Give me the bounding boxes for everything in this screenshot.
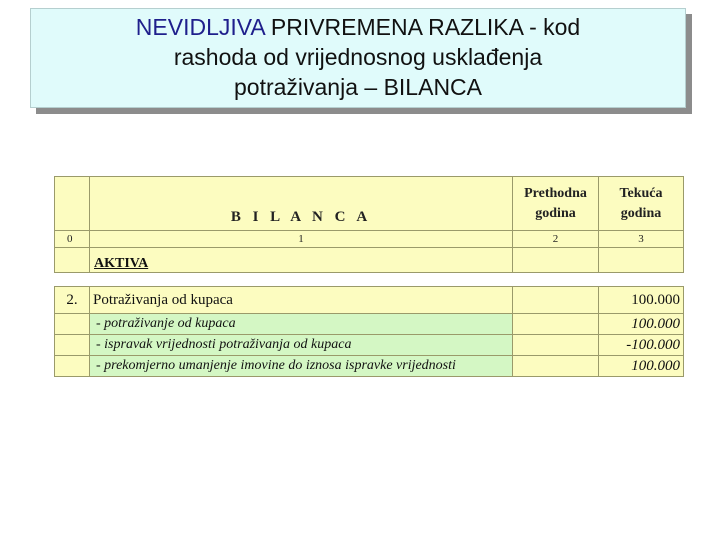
row-prev-value: [513, 314, 599, 335]
header-curr-line1: Tekuća: [619, 185, 663, 201]
row-curr-value: 100.000: [599, 287, 684, 314]
table-row: [55, 356, 684, 377]
title-accent-word: NEVIDLJIVA: [135, 14, 265, 40]
slide-title: [31, 12, 685, 102]
col-number-3: 3: [599, 231, 684, 248]
table-row: [55, 287, 684, 314]
header-prev-line2: godina: [535, 205, 576, 221]
header-curr-year: [599, 177, 684, 231]
title-line-1: [31, 12, 685, 42]
title-line-1-rest: PRIVREMENA RAZLIKA - kod: [264, 14, 581, 40]
header-curr-line2: godina: [620, 205, 662, 221]
header-bilanca: B I L A N C A: [90, 177, 513, 231]
bilanca-header-table: [54, 176, 684, 273]
row-curr-value: 100.000: [599, 314, 684, 335]
section-index-cell: [55, 248, 90, 273]
header-row: [55, 177, 684, 231]
row-index: [55, 335, 90, 356]
section-curr-cell: [599, 248, 684, 273]
row-prev-value: [513, 335, 599, 356]
table-row: [55, 335, 684, 356]
row-prev-value: [513, 287, 599, 314]
column-number-row: [55, 231, 684, 248]
col-number-2: 2: [513, 231, 599, 248]
section-row: [55, 248, 684, 273]
header-prev-year: [513, 177, 599, 231]
row-description: - prekomjerno umanjenje imovine do iznosa ispravke vrijednosti: [90, 356, 513, 377]
row-description: - potraživanje od kupaca: [90, 314, 513, 335]
row-index: 2.: [55, 287, 90, 314]
row-index: [55, 314, 90, 335]
header-index-cell: [55, 177, 90, 231]
row-description: - ispravak vrijednosti potraživanja od kupaca: [90, 335, 513, 356]
col-number-1: 1: [90, 231, 513, 248]
title-line-2: rashoda od vrijednosnog usklađenja: [173, 44, 543, 70]
row-curr-value: -100.000: [599, 335, 684, 356]
col-number-0: 0: [55, 231, 90, 248]
row-prev-value: [513, 356, 599, 377]
table-row: [55, 314, 684, 335]
bilanca-rows-table: [54, 286, 684, 377]
section-label-aktiva: AKTIVA: [90, 248, 513, 273]
title-box: [30, 8, 686, 108]
row-curr-value: 100.000: [599, 356, 684, 377]
row-index: [55, 356, 90, 377]
section-prev-cell: [513, 248, 599, 273]
title-line-3: potraživanja – BILANCA: [233, 74, 482, 100]
header-prev-line1: Prethodna: [524, 185, 587, 201]
row-description: Potraživanja od kupaca: [90, 287, 513, 314]
